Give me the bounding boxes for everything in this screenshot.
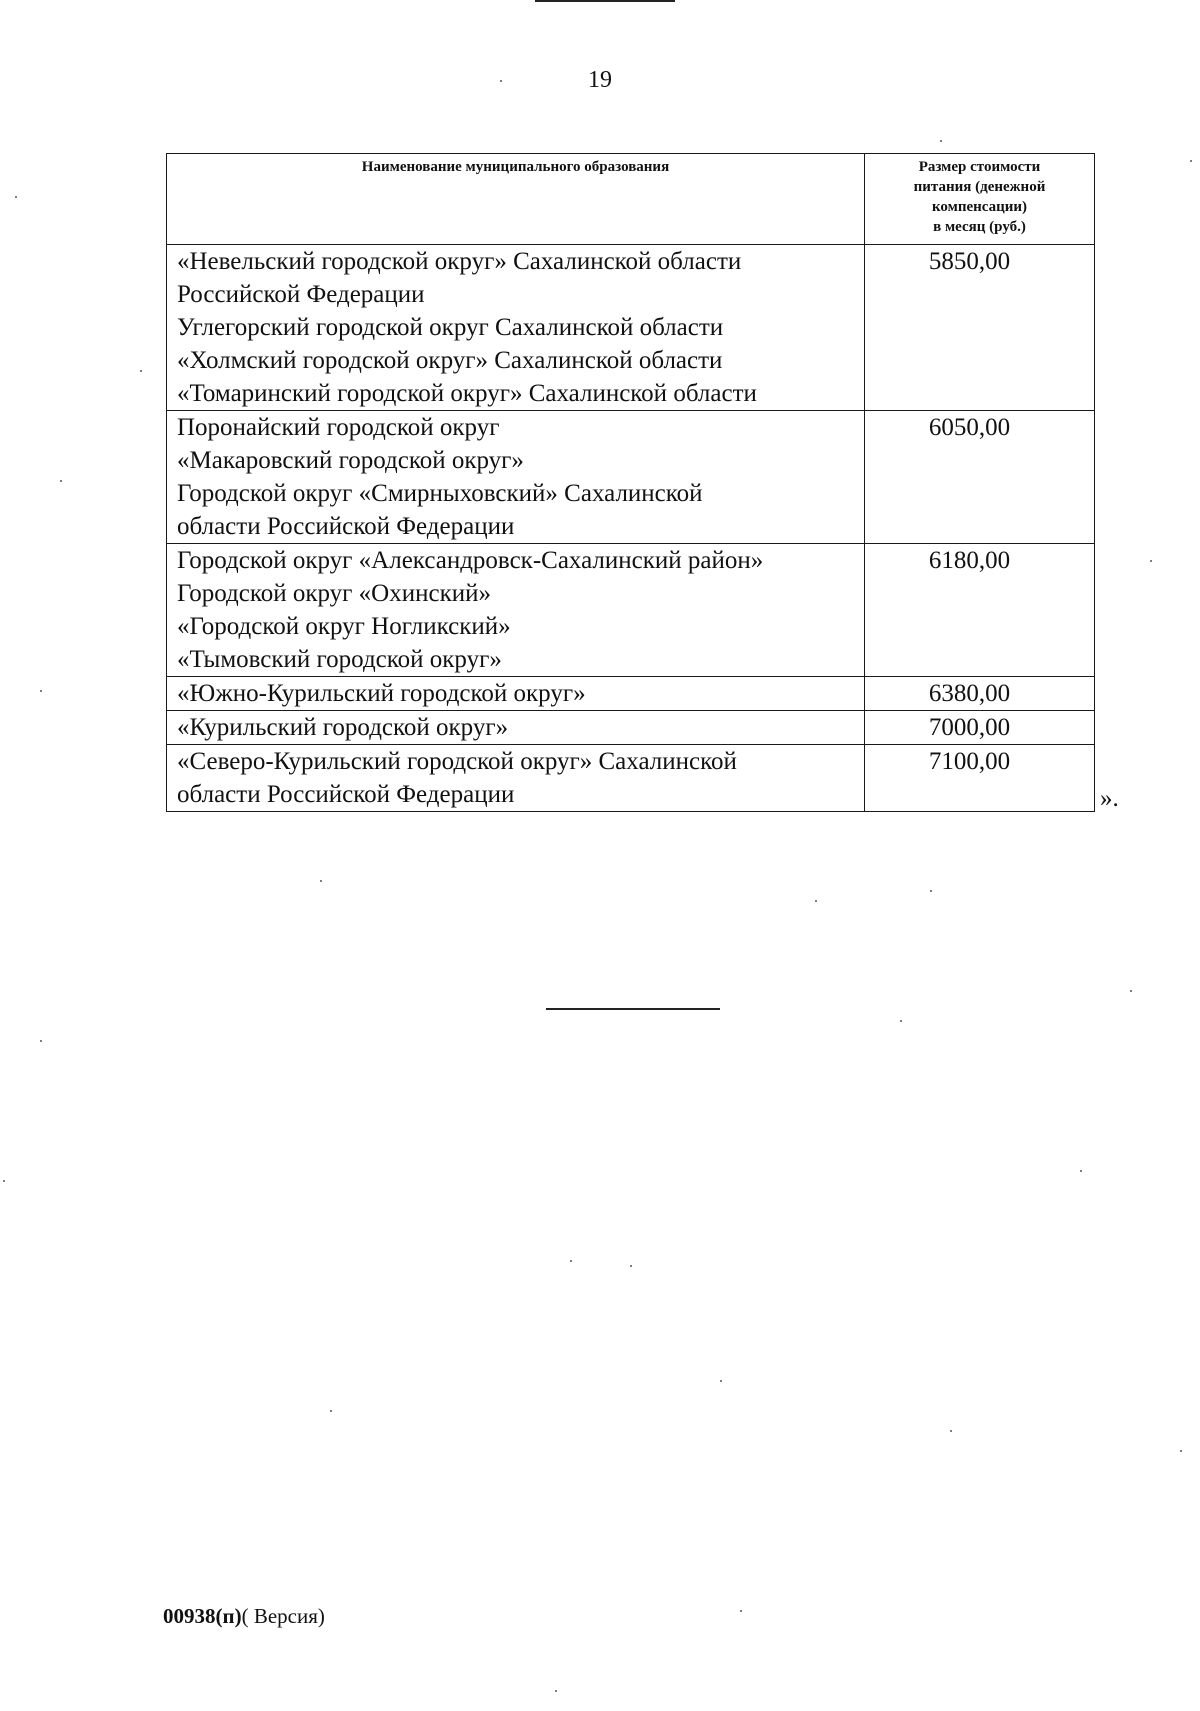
- document-code: 00938(п): [163, 1604, 242, 1628]
- cost-cell: 7100,00: [865, 745, 1095, 812]
- table-header-row: [167, 154, 1095, 245]
- municipality-cell: [167, 745, 865, 812]
- scan-speck: [40, 1040, 42, 1042]
- municipality-cell: [167, 544, 865, 677]
- scan-speck: [500, 80, 502, 82]
- compensation-table: [166, 153, 1095, 812]
- scan-speck: [330, 1410, 332, 1412]
- municipality-cell: [167, 411, 865, 544]
- municipality-line: «Тымовский городской округ»: [177, 646, 502, 673]
- scan-speck: [570, 1260, 572, 1262]
- scan-speck: [1130, 990, 1132, 992]
- scan-speck: [40, 690, 42, 692]
- scan-speck: [1080, 1170, 1082, 1172]
- municipality-line: Российской Федерации: [177, 281, 425, 308]
- municipality-line: Городской округ «Александровск-Сахалинский район»: [177, 547, 764, 574]
- cost-cell: 5850,00: [865, 245, 1095, 411]
- page-number: 19: [588, 67, 612, 93]
- scan-speck: [900, 1020, 902, 1022]
- scan-speck: [1190, 160, 1192, 162]
- top-divider: [535, 0, 675, 2]
- municipality-line: Поронайский городской округ: [177, 414, 500, 441]
- municipality-line: «Курильский городской округ»: [177, 714, 509, 741]
- scan-speck: [930, 890, 932, 892]
- municipality-line: области Российской Федерации: [177, 781, 515, 808]
- header-meal-cost-line: компенсации): [931, 199, 1028, 215]
- table-row: [167, 745, 1095, 812]
- document-version: ( Версия): [241, 1604, 325, 1628]
- scan-speck: [140, 370, 142, 372]
- municipality-line: «Городской округ Ногликский»: [177, 613, 511, 640]
- cost-cell: 7000,00: [865, 711, 1095, 745]
- municipality-cell: [167, 711, 865, 745]
- cost-cell: 6180,00: [865, 544, 1095, 677]
- cost-cell: 6050,00: [865, 411, 1095, 544]
- municipality-line: «Невельский городской округ» Сахалинской области: [177, 248, 742, 275]
- municipality-line: Углегорский городской округ Сахалинской области: [177, 314, 724, 341]
- table-row: [167, 245, 1095, 411]
- header-meal-cost-line: питания (денежной: [913, 179, 1046, 195]
- end-divider: [546, 1008, 720, 1010]
- scan-speck: [555, 1690, 557, 1692]
- scan-speck: [720, 1380, 722, 1382]
- header-meal-cost-line: в месяц (руб.): [933, 219, 1026, 235]
- scan-speck: [15, 196, 17, 198]
- scan-speck: [60, 480, 62, 482]
- header-municipality: Наименование муниципального образования: [167, 154, 865, 245]
- scan-speck: [1180, 1450, 1182, 1452]
- document-footer: [163, 1603, 325, 1629]
- table-row: [167, 711, 1095, 745]
- scan-speck: [320, 880, 322, 882]
- municipality-line: «Северо-Курильский городской округ» Сахалинской: [177, 748, 737, 775]
- table-row: [167, 544, 1095, 677]
- scan-speck: [1150, 560, 1152, 562]
- header-meal-cost: [865, 154, 1095, 245]
- municipality-line: «Томаринский городской округ» Сахалинской области: [177, 380, 757, 407]
- scan-speck: [630, 1265, 632, 1267]
- municipality-line: «Южно-Курильский городской округ»: [177, 680, 586, 707]
- cost-cell: 6380,00: [865, 677, 1095, 711]
- table-row: [167, 677, 1095, 711]
- municipality-line: Городской округ «Смирныховский» Сахалинской: [177, 480, 703, 507]
- scan-speck: [740, 1610, 742, 1612]
- table-row: [167, 411, 1095, 544]
- municipality-cell: [167, 677, 865, 711]
- municipality-line: Городской округ «Охинский»: [177, 580, 491, 607]
- scan-speck: [940, 140, 942, 142]
- municipality-cell: [167, 245, 865, 411]
- scan-speck: [3, 1180, 5, 1182]
- municipality-line: области Российской Федерации: [177, 513, 515, 540]
- municipality-line: «Холмский городской округ» Сахалинской области: [177, 347, 723, 374]
- municipality-line: «Макаровский городской округ»: [177, 447, 524, 474]
- closing-quote: ».: [1100, 785, 1119, 812]
- scan-speck: [950, 1430, 952, 1432]
- scan-speck: [815, 900, 817, 902]
- header-meal-cost-line: Размер стоимости: [918, 159, 1041, 175]
